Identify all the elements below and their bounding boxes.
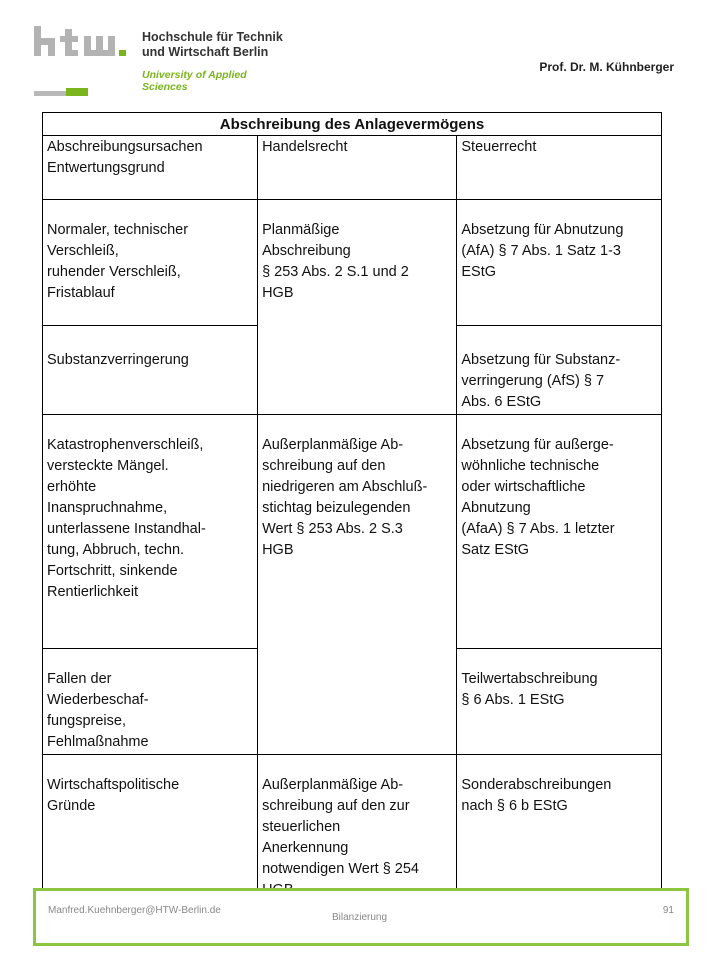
table-title: Abschreibung des Anlagevermögens: [43, 113, 662, 136]
cell-line: unterlassene Instandhal-: [47, 521, 206, 537]
cell-steuer: [457, 649, 662, 755]
table-title-row: [43, 113, 662, 136]
cell-line: steuerlichen: [262, 819, 341, 835]
header-divider-gray: [34, 91, 66, 96]
table-row: [43, 415, 662, 649]
cell-handel: [258, 415, 457, 755]
cell-line: Rentierlichkeit: [47, 584, 139, 600]
cell-line: niedrigeren am Abschluß-: [262, 479, 428, 495]
cell-line: wöhnliche technische: [461, 458, 600, 474]
cell-line: § 6 Abs. 1 EStG: [461, 692, 565, 708]
institution-line-2: und Wirtschaft Berlin: [142, 45, 269, 59]
header-cause-line: Entwertungsgrund: [47, 160, 165, 176]
cell-line: Satz EStG: [461, 542, 530, 558]
cell-line: Substanzverringerung: [47, 352, 189, 368]
cell-line: Verschleiß,: [47, 243, 119, 259]
cell-line: Abs. 6 EStG: [461, 394, 542, 410]
cell-line: Abnutzung: [461, 500, 531, 516]
cell-line: notwendigen Wert § 254: [262, 861, 419, 877]
cell-line: Außerplanmäßige Ab-: [262, 777, 404, 793]
cell-line: Planmäßige: [262, 222, 340, 238]
cell-cause: [43, 649, 258, 755]
cell-line: Absetzung für Substanz-: [461, 352, 621, 368]
cell-line: Wirtschaftspolitische: [47, 777, 180, 793]
cell-line: Katastrophenverschleiß,: [47, 437, 204, 453]
cell-steuer: [457, 326, 662, 415]
header-divider-green: [66, 88, 88, 96]
depreciation-table: [42, 112, 662, 905]
table-row: [43, 200, 662, 326]
cell-line: versteckte Mängel.: [47, 458, 169, 474]
cell-steuer: [457, 200, 662, 326]
cell-line: erhöhte: [47, 479, 97, 495]
htw-logo: [34, 24, 283, 93]
cell-line: Fristablauf: [47, 285, 115, 301]
table-row: [43, 755, 662, 905]
cell-line: Fehlmaßnahme: [47, 734, 149, 750]
cell-line: § 253 Abs. 2 S.1 und 2: [262, 264, 409, 280]
cell-handel: [258, 200, 457, 415]
htw-logo-mark-icon: [34, 26, 130, 62]
cell-line: Außerplanmäßige Ab-: [262, 437, 404, 453]
table-header-row: [43, 136, 662, 200]
cell-line: Teilwertabschreibung: [461, 671, 598, 687]
cell-line: schreibung auf den zur: [262, 798, 410, 814]
header-steuerrecht: Steuerrecht: [457, 136, 662, 200]
slide-footer: [33, 888, 689, 946]
cell-line: Fortschritt, sinkende: [47, 563, 178, 579]
institution-tagline: University of Applied Sciences: [142, 69, 247, 93]
cell-cause: [43, 755, 258, 905]
cell-line: Absetzung für Abnutzung: [461, 222, 624, 238]
cell-line: stichtag beizulegenden: [262, 500, 411, 516]
cell-line: HGB: [262, 542, 294, 558]
cell-line: oder wirtschaftliche: [461, 479, 586, 495]
footer-email: Manfred.Kuehnberger@HTW-Berlin.de: [48, 905, 221, 916]
footer-subject: Bilanzierung: [332, 912, 388, 923]
header-cause: [43, 136, 258, 200]
cell-line: schreibung auf den: [262, 458, 386, 474]
cell-line: Normaler, technischer: [47, 222, 189, 238]
footer-page-number: 91: [662, 905, 674, 916]
cell-steuer: [457, 755, 662, 905]
author-name: Prof. Dr. M. Kühnberger: [539, 60, 674, 74]
cell-handel: [258, 755, 457, 905]
cell-line: ruhender Verschleiß,: [47, 264, 181, 280]
cell-line: Gründe: [47, 798, 96, 814]
cell-line: nach § 6 b EStG: [461, 798, 568, 814]
cell-line: (AfaA) § 7 Abs. 1 letzter: [461, 521, 615, 537]
cell-line: Fallen der: [47, 671, 112, 687]
header-cause-line: Abschreibungsursachen: [47, 139, 203, 155]
cell-line: fungspreise,: [47, 713, 126, 729]
cell-line: Inanspruchnahme,: [47, 500, 168, 516]
header-handelsrecht: Handelsrecht: [258, 136, 457, 200]
cell-line: Absetzung für außerge-: [461, 437, 614, 453]
cell-cause: [43, 415, 258, 649]
cell-line: tung, Abbruch, techn.: [47, 542, 185, 558]
cell-cause: [43, 326, 258, 415]
cell-line: Anerkennung: [262, 840, 349, 856]
cell-steuer: [457, 415, 662, 649]
cell-line: EStG: [461, 264, 497, 280]
cell-line: Sonderabschreibungen: [461, 777, 612, 793]
institution-name: [142, 30, 283, 60]
cell-line: Abschreibung: [262, 243, 351, 259]
cell-line: (AfA) § 7 Abs. 1 Satz 1-3: [461, 243, 621, 259]
cell-cause: [43, 200, 258, 326]
cell-line: Wiederbeschaf-: [47, 692, 149, 708]
cell-line: verringerung (AfS) § 7: [461, 373, 605, 389]
cell-line: HGB: [262, 285, 294, 301]
cell-line: Wert § 253 Abs. 2 S.3: [262, 521, 403, 537]
institution-line-1: Hochschule für Technik: [142, 30, 283, 44]
